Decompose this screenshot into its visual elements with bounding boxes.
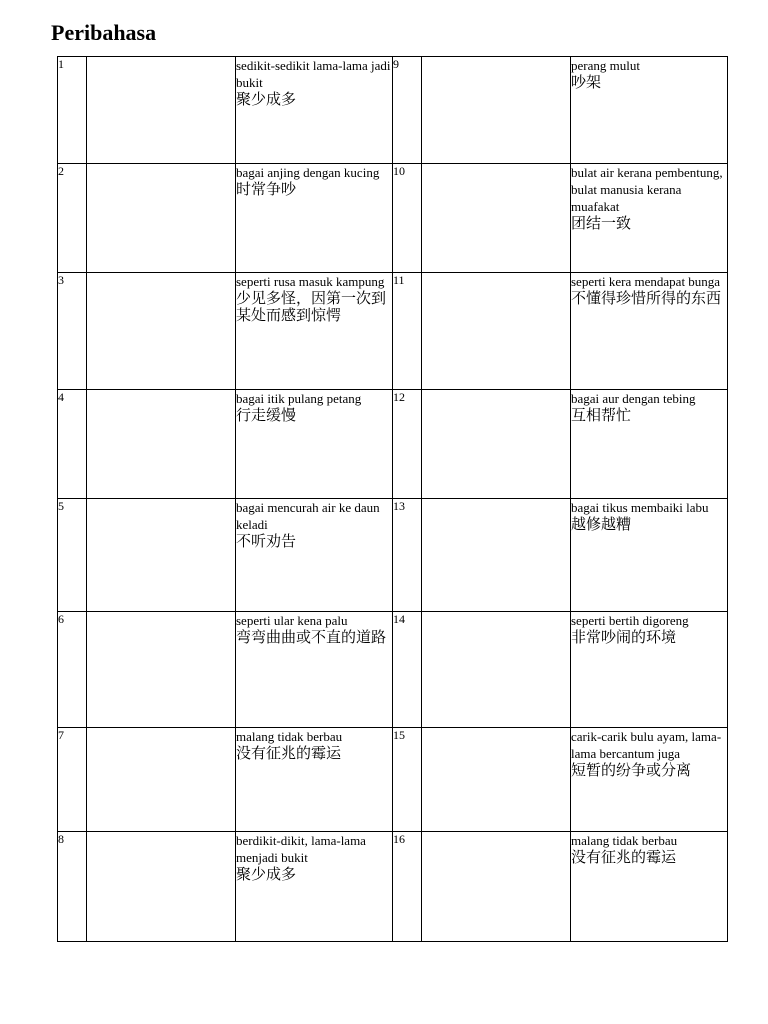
illustration-cell <box>422 499 571 612</box>
proverb-text-cell <box>571 390 728 499</box>
illustration-cell <box>87 728 236 832</box>
malay-proverb: sedikit-sedikit lama-lama jadi bukit <box>236 58 391 90</box>
proverb-text-cell <box>236 832 393 942</box>
malay-proverb: bagai itik pulang petang <box>236 391 362 406</box>
proverb-text-cell <box>571 499 728 612</box>
proverb-number: 3 <box>58 273 87 390</box>
table-row <box>58 57 728 164</box>
proverb-number: 16 <box>393 832 422 942</box>
proverb-number: 13 <box>393 499 422 612</box>
page-title: Peribahasa <box>51 20 157 45</box>
table-row <box>58 728 728 832</box>
chinese-meaning: 不听劝告 <box>236 532 297 550</box>
malay-proverb: seperti kera mendapat bunga <box>571 274 721 289</box>
malay-proverb: seperti rusa masuk kampung <box>236 274 385 289</box>
illustration-cell <box>422 164 571 273</box>
proverb-number: 8 <box>58 832 87 942</box>
proverb-number: 6 <box>58 612 87 728</box>
proverb-number: 2 <box>58 164 87 273</box>
table-row <box>58 499 728 612</box>
proverb-table <box>57 56 728 942</box>
chinese-meaning: 短暂的纷争或分离 <box>571 761 692 779</box>
malay-proverb: bagai aur dengan tebing <box>571 391 696 406</box>
illustration-cell <box>87 164 236 273</box>
table-row <box>58 164 728 273</box>
illustration-cell <box>422 832 571 942</box>
proverb-text-cell <box>236 164 393 273</box>
proverb-text-cell <box>236 273 393 390</box>
illustration-cell <box>87 612 236 728</box>
proverb-text-cell <box>571 832 728 942</box>
malay-proverb: bulat air kerana pembentung, bulat manusia kerana muafakat <box>571 165 723 214</box>
table-row <box>58 832 728 942</box>
chinese-meaning: 时常争吵 <box>236 180 297 198</box>
proverb-number: 12 <box>393 390 422 499</box>
proverb-number: 7 <box>58 728 87 832</box>
chinese-meaning: 少见多怪，因第一次到某处而感到惊愕 <box>236 289 387 324</box>
malay-proverb: bagai tikus membaiki labu <box>571 500 709 515</box>
proverb-number: 14 <box>393 612 422 728</box>
proverb-text-cell <box>236 390 393 499</box>
malay-proverb: malang tidak berbau <box>236 729 343 744</box>
proverb-text-cell <box>236 612 393 728</box>
table-row <box>58 612 728 728</box>
table-row <box>58 390 728 499</box>
table-row <box>58 273 728 390</box>
proverb-text-cell <box>571 612 728 728</box>
malay-proverb: malang tidak berbau <box>571 833 678 848</box>
chinese-meaning: 聚少成多 <box>236 865 297 883</box>
chinese-meaning: 非常吵闹的环境 <box>571 628 677 646</box>
malay-proverb: carik-carik bulu ayam, lama-lama bercantum juga <box>571 729 722 761</box>
chinese-meaning: 不懂得珍惜所得的东西 <box>571 289 722 307</box>
malay-proverb: bagai anjing dengan kucing <box>236 165 380 180</box>
chinese-meaning: 行走缓慢 <box>236 406 297 424</box>
illustration-cell <box>87 57 236 164</box>
proverb-number: 5 <box>58 499 87 612</box>
proverb-number: 9 <box>393 57 422 164</box>
proverb-text-cell <box>236 499 393 612</box>
illustration-cell <box>87 499 236 612</box>
proverb-text-cell <box>571 164 728 273</box>
proverb-number: 15 <box>393 728 422 832</box>
malay-proverb: bagai mencurah air ke daun keladi <box>236 500 380 532</box>
proverb-number: 4 <box>58 390 87 499</box>
malay-proverb: seperti bertih digoreng <box>571 613 689 628</box>
malay-proverb: berdikit-dikit, lama-lama menjadi bukit <box>236 833 366 865</box>
illustration-cell <box>422 612 571 728</box>
chinese-meaning: 弯弯曲曲或不直的道路 <box>236 628 387 646</box>
proverb-text-cell <box>236 728 393 832</box>
chinese-meaning: 吵架 <box>571 73 602 91</box>
malay-proverb: perang mulut <box>571 58 640 73</box>
proverb-text-cell <box>236 57 393 164</box>
illustration-cell <box>422 273 571 390</box>
chinese-meaning: 没有征兆的霉运 <box>236 744 342 762</box>
chinese-meaning: 团结一致 <box>571 214 632 232</box>
proverb-number: 11 <box>393 273 422 390</box>
illustration-cell <box>87 273 236 390</box>
proverb-text-cell <box>571 273 728 390</box>
chinese-meaning: 越修越糟 <box>571 515 632 533</box>
proverb-text-cell <box>571 57 728 164</box>
chinese-meaning: 没有征兆的霉运 <box>571 848 677 866</box>
illustration-cell <box>87 390 236 499</box>
malay-proverb: seperti ular kena palu <box>236 613 348 628</box>
illustration-cell <box>422 390 571 499</box>
illustration-cell <box>87 832 236 942</box>
proverb-number: 10 <box>393 164 422 273</box>
proverb-number: 1 <box>58 57 87 164</box>
chinese-meaning: 聚少成多 <box>236 90 297 108</box>
chinese-meaning: 互相帮忙 <box>571 406 632 424</box>
illustration-cell <box>422 57 571 164</box>
proverb-text-cell <box>571 728 728 832</box>
illustration-cell <box>422 728 571 832</box>
